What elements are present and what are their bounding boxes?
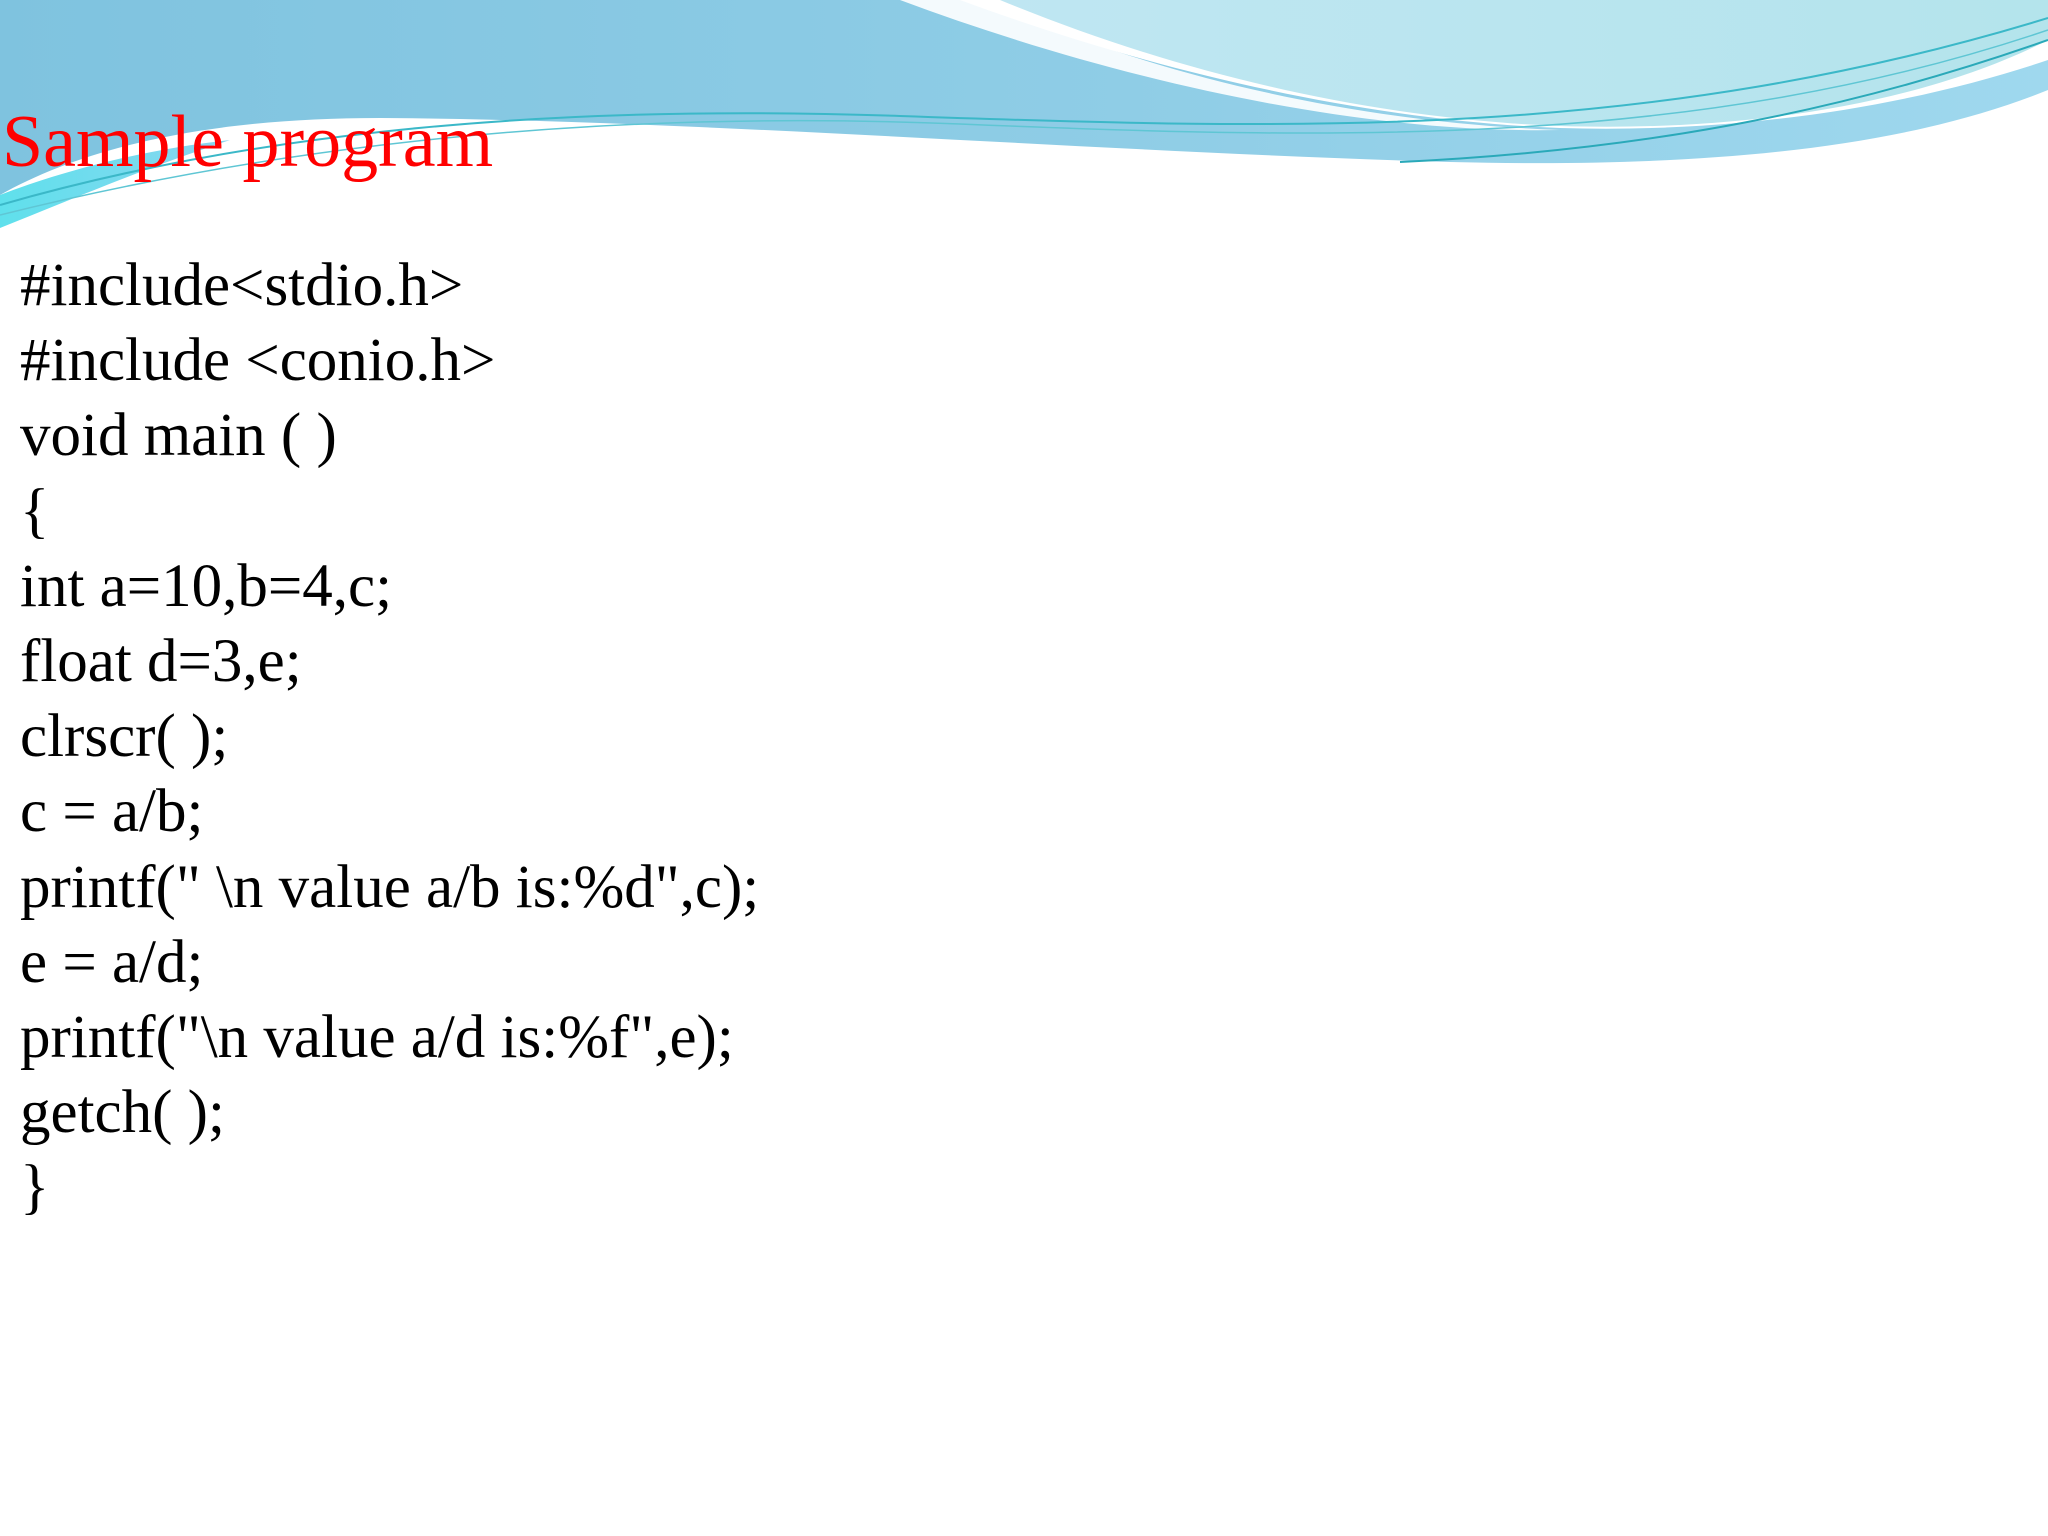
code-line: float d=3,e;	[20, 627, 302, 695]
code-line: e = a/d;	[20, 928, 204, 996]
code-line: void main ( )	[20, 402, 337, 470]
code-line: {	[20, 477, 50, 545]
code-line: printf("\n value a/d is:%f",e);	[20, 1003, 734, 1071]
code-line: getch( );	[20, 1079, 225, 1147]
code-line: c = a/b;	[20, 778, 204, 846]
code-line: clrscr( );	[20, 703, 229, 771]
code-block	[20, 248, 759, 1225]
code-line: #include<stdio.h>	[20, 252, 464, 319]
slide-title: Sample program	[2, 101, 494, 183]
code-line: printf(" \n value a/b is:%d",c);	[20, 853, 760, 921]
code-line: int a=10,b=4,c;	[20, 552, 393, 620]
code-line: }	[20, 1154, 50, 1222]
code-line: #include <conio.h>	[20, 327, 496, 395]
